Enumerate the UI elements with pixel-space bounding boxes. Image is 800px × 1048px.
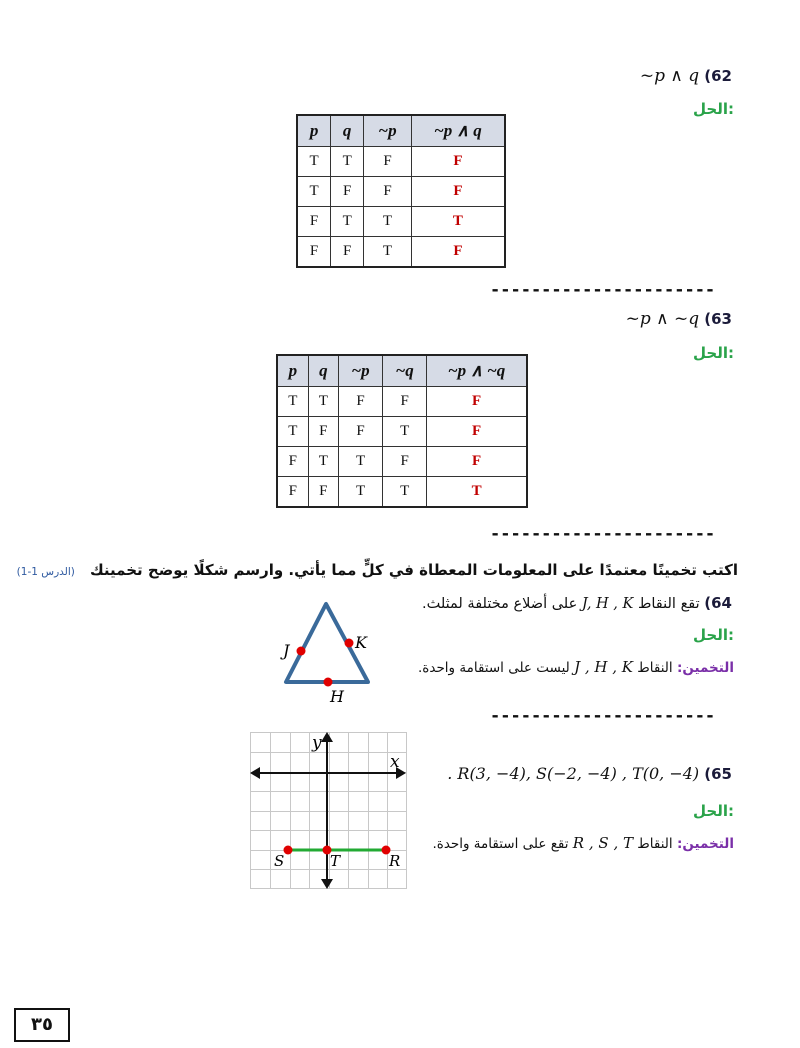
conjecture-points: J , H , K: [574, 658, 633, 676]
table-cell: T: [383, 417, 427, 447]
x-axis-label: x: [390, 752, 400, 772]
instruction-line: [17, 560, 738, 579]
point-k: [345, 639, 354, 648]
table-cell: T: [308, 387, 338, 417]
table-cell: F: [331, 177, 364, 207]
result-cell: T: [411, 207, 505, 237]
problem-64-text-before: تقع النقاط: [637, 596, 700, 612]
table-header: ~p ∧ q: [411, 115, 505, 147]
table-cell: F: [383, 447, 427, 477]
separator-line: ----------------------: [490, 280, 716, 300]
label-s: S: [274, 852, 285, 870]
label-t: T: [330, 852, 341, 870]
table-header: ~p ∧ ~q: [427, 355, 527, 387]
separator-line: ----------------------: [490, 706, 716, 726]
table-cell: T: [339, 477, 383, 508]
table-cell: T: [297, 147, 331, 177]
problem-64-conjecture: [418, 658, 734, 676]
y-axis-arrow-down: [321, 879, 333, 889]
problem-65-expression: R(3, −4), S(−2, −4) , T(0, −4) .: [447, 764, 700, 783]
separator-line: ----------------------: [490, 524, 716, 544]
table-header: q: [308, 355, 338, 387]
table-header: p: [297, 115, 331, 147]
table-header: p: [277, 355, 308, 387]
table-header-row: [277, 355, 527, 387]
y-axis-label: y: [312, 733, 322, 753]
instruction-text: اكتب تخمينًا معتمدًا على المعلومات المعطاة في كلٍّ مما يأتي. وارسم شكلًا يوضح تخمينك: [89, 561, 738, 579]
table-cell: F: [277, 477, 308, 508]
table-cell: F: [308, 477, 338, 508]
table-row: [277, 477, 527, 508]
point-s: [284, 846, 293, 855]
result-cell: F: [427, 387, 527, 417]
problem-64-solution-label: الحل:: [693, 626, 734, 644]
table-cell: T: [277, 387, 308, 417]
table-cell: T: [308, 447, 338, 477]
table-cell: T: [331, 147, 364, 177]
table-row: [297, 237, 505, 268]
problem-63-heading: [626, 309, 732, 329]
table-row: [297, 207, 505, 237]
problem-63-expression: ~p ∧ ~q: [625, 309, 700, 329]
point-j: [297, 647, 306, 656]
coordinate-grid: [250, 732, 408, 890]
table-cell: F: [297, 207, 331, 237]
problem-63-solution-label: الحل:: [693, 344, 734, 362]
table-cell: F: [339, 417, 383, 447]
conjecture-text-before: النقاط: [637, 836, 673, 852]
table-cell: T: [277, 417, 308, 447]
table-row: [277, 417, 527, 447]
result-cell: F: [411, 177, 505, 207]
table-cell: F: [331, 237, 364, 268]
lesson-reference: (الدرس 1-1): [16, 566, 75, 578]
table-cell: T: [383, 477, 427, 508]
result-cell: F: [427, 417, 527, 447]
problem-65-heading: [447, 764, 732, 783]
conjecture-text-before: النقاط: [637, 660, 673, 676]
conjecture-label: التخمين:: [676, 836, 734, 852]
result-cell: F: [411, 147, 505, 177]
table-cell: T: [364, 207, 412, 237]
x-axis-arrow-left: [250, 767, 260, 779]
problem-65-number: 65): [704, 765, 732, 783]
problem-62-solution-label: الحل:: [693, 100, 734, 118]
problem-62-heading: [640, 66, 732, 86]
table-header: ~p: [339, 355, 383, 387]
point-h: [324, 678, 333, 687]
table-cell: T: [331, 207, 364, 237]
table-cell: F: [339, 387, 383, 417]
table-row: [297, 177, 505, 207]
table-row: [277, 387, 527, 417]
problem-65-conjecture: [432, 834, 734, 852]
conjecture-points: R , S , T: [572, 834, 633, 852]
table-cell: F: [277, 447, 308, 477]
truth-table-62: [296, 114, 506, 268]
table-cell: F: [308, 417, 338, 447]
label-k: K: [355, 633, 367, 652]
table-cell: F: [383, 387, 427, 417]
y-axis-arrow-up: [321, 732, 333, 742]
table-header: ~p: [364, 115, 412, 147]
table-cell: T: [297, 177, 331, 207]
problem-64-statement: [422, 594, 732, 612]
problem-64-text-after: على أضلاع مختلفة لمثلث.: [422, 596, 578, 612]
result-cell: T: [427, 477, 527, 508]
problem-64-points: J, H , K: [581, 596, 634, 612]
triangle-figure: [270, 596, 380, 706]
conjecture-label: التخمين:: [676, 660, 734, 676]
table-cell: F: [297, 237, 331, 268]
label-h: H: [330, 687, 344, 706]
conjecture-text-after: تقع على استقامة واحدة.: [432, 836, 569, 852]
table-cell: T: [339, 447, 383, 477]
table-cell: T: [364, 237, 412, 268]
page-number: ٣٥: [14, 1008, 70, 1042]
result-cell: F: [427, 447, 527, 477]
problem-62-expression: ~p ∧ q: [639, 66, 700, 86]
table-row: [277, 447, 527, 477]
table-header: q: [331, 115, 364, 147]
table-header-row: [297, 115, 505, 147]
result-cell: F: [411, 237, 505, 268]
truth-table-63: [276, 354, 528, 508]
table-cell: F: [364, 177, 412, 207]
problem-63-number: 63): [704, 310, 732, 328]
problem-64-number: 64): [704, 594, 732, 612]
label-r: R: [389, 852, 401, 870]
table-cell: F: [364, 147, 412, 177]
table-header: ~q: [383, 355, 427, 387]
table-row: [297, 147, 505, 177]
problem-62-number: 62): [704, 67, 732, 85]
conjecture-text-after: ليست على استقامة واحدة.: [418, 660, 570, 676]
problem-65-solution-label: الحل:: [693, 802, 734, 820]
label-j: J: [283, 641, 290, 660]
